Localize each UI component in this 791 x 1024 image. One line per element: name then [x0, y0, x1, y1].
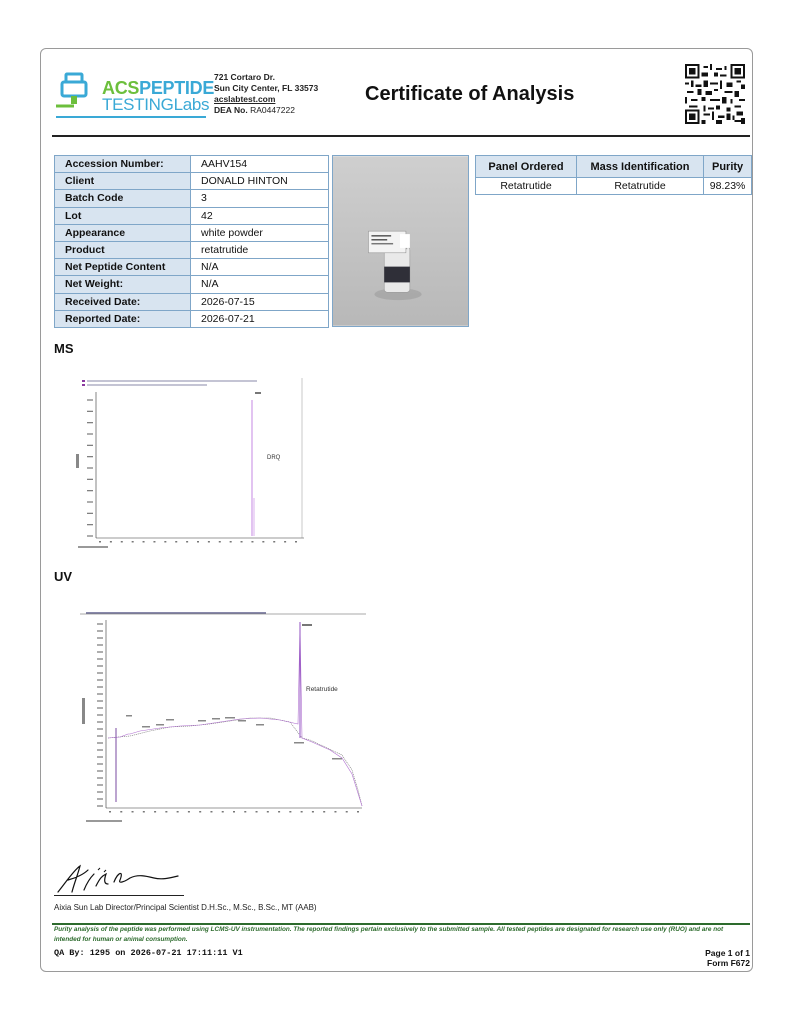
axis-tick-label [120, 811, 122, 813]
axis-tick-label [97, 665, 103, 666]
info-row [55, 207, 329, 224]
info-row [55, 241, 329, 258]
info-value: white powder [191, 224, 329, 241]
info-label: Client [55, 173, 191, 190]
logo-peptide-text: PEPTIDE [139, 78, 215, 98]
axis-tick-label [87, 411, 93, 412]
axis-tick-label [97, 707, 103, 708]
axis-tick-label [334, 811, 336, 813]
axis-tick-label [97, 637, 103, 638]
mass-identification-header: Mass Identification [577, 156, 704, 178]
axis-tick-label [121, 541, 123, 543]
info-label: Accession Number: [55, 156, 191, 173]
info-row [55, 173, 329, 190]
ms-legend [82, 380, 257, 386]
axis-tick-label [165, 811, 167, 813]
axis-tick-label [312, 811, 314, 813]
axis-tick-label [97, 749, 103, 750]
qr-code-icon [685, 64, 745, 124]
axis-tick-label [219, 541, 221, 543]
info-label: Appearance [55, 224, 191, 241]
info-label: Product [55, 241, 191, 258]
axis-tick-label [97, 679, 103, 680]
panel-ordered-value: Retatrutide [476, 178, 577, 195]
uv-section-title: UV [54, 569, 73, 584]
ms-section-title: MS [54, 341, 74, 356]
acs-logo [52, 70, 215, 120]
axis-tick-label [188, 811, 190, 813]
axis-tick-label [97, 714, 103, 715]
page-title: Certificate of Analysis [365, 83, 575, 105]
axis-tick-label [97, 798, 103, 799]
axis-tick-label [97, 805, 103, 806]
sample-info-table [54, 155, 329, 328]
axis-tick-label [87, 524, 93, 525]
info-label: Batch Code [55, 190, 191, 207]
axis-tick-label [97, 728, 103, 729]
axis-tick-label [109, 811, 111, 813]
axis-tick-label [97, 791, 103, 792]
axis-tick-label [357, 811, 359, 813]
axis-tick-label [97, 700, 103, 701]
axis-tick-label [97, 784, 103, 785]
page-number: Page 1 of 1 [705, 948, 750, 958]
axis-tick-label [222, 811, 224, 813]
info-row [55, 259, 329, 276]
axis-tick-label [87, 399, 93, 400]
uv-small-peak-labels [126, 715, 342, 760]
address-line2: Sun City Center, FL 33573 [214, 83, 319, 93]
ms-footer-text [78, 546, 108, 548]
signature-line [54, 895, 184, 896]
axis-tick-label [97, 651, 103, 652]
axis-tick-label [143, 811, 145, 813]
axis-tick-label [99, 541, 101, 543]
flask-icon [52, 70, 98, 116]
info-value: 2026-07-15 [191, 293, 329, 310]
logo-underline [56, 116, 206, 118]
uv-peak-rt-label [302, 624, 312, 626]
axis-tick-label [132, 541, 134, 543]
logo-labs-text: Labs [173, 95, 210, 114]
info-row [55, 224, 329, 241]
axis-tick-label [87, 490, 93, 491]
axis-tick-label [153, 541, 155, 543]
axis-tick-label [87, 535, 93, 536]
form-number: Form F672 [707, 958, 750, 968]
lab-address [214, 72, 318, 116]
purity-value: 98.23% [704, 178, 752, 195]
qa-stamp: QA By: 1295 on 2026-07-21 17:11:11 V1 [54, 948, 243, 958]
axis-tick-label [251, 541, 253, 543]
axis-tick-label [97, 693, 103, 694]
info-row [55, 190, 329, 207]
uv-chromatogram-chart [80, 610, 370, 826]
info-value: 3 [191, 190, 329, 207]
info-row [55, 310, 329, 327]
mass-identification-value: Retatrutide [577, 178, 704, 195]
axis-tick-label [143, 541, 145, 543]
axis-tick-label [199, 811, 201, 813]
uv-footer-text [86, 820, 122, 822]
disclaimer-text: Purity analysis of the peptide was performed using LCMS-UV instrumentation. The reported findings pertain exclusively to the submitted sample. All tested peptides are designated for research use only (RUO) and are not intended for human or animal consumption. [54, 926, 724, 943]
axis-tick-label [230, 541, 232, 543]
uv-y-axis-label [82, 698, 85, 724]
axis-tick-label [97, 686, 103, 687]
axis-tick-label [186, 541, 188, 543]
info-value: DONALD HINTON [191, 173, 329, 190]
axis-tick-label [97, 644, 103, 645]
ms-peak-label: DRQ [267, 455, 281, 461]
dea-label: DEA No. [214, 105, 248, 115]
info-label: Lot [55, 207, 191, 224]
info-label: Net Peptide Content [55, 259, 191, 276]
info-row [55, 293, 329, 310]
axis-tick-label [97, 763, 103, 764]
axis-tick-label [256, 811, 258, 813]
purity-header: Purity [704, 156, 752, 178]
axis-tick-label [87, 501, 93, 502]
axis-tick-label [346, 811, 348, 813]
sample-vial-photo [332, 155, 469, 327]
axis-tick-label [208, 541, 210, 543]
info-value: 2026-07-21 [191, 310, 329, 327]
logo-testing-text: TESTING [102, 95, 174, 114]
info-value: retatrutide [191, 241, 329, 258]
axis-tick-label [244, 811, 246, 813]
axis-tick-label [175, 541, 177, 543]
info-value: AAHV154 [191, 156, 329, 173]
axis-tick-label [273, 541, 275, 543]
signer-info: Aixia Sun Lab Director/Principal Scientist D.H.Sc., M.Sc., B.Sc., MT (AAB) [54, 903, 317, 912]
axis-tick-label [97, 630, 103, 631]
axis-tick-label [97, 658, 103, 659]
uv-signal-trace [108, 624, 362, 806]
axis-tick-label [295, 541, 297, 543]
axis-tick-label [97, 735, 103, 736]
axis-tick-label [323, 811, 325, 813]
ms-y-axis-label [76, 454, 79, 468]
axis-tick-label [267, 811, 269, 813]
uv-baseline-trace [108, 718, 362, 806]
axis-tick-label [241, 541, 243, 543]
axis-tick-label [197, 541, 199, 543]
axis-tick-label [97, 721, 103, 722]
axis-tick-label [87, 479, 93, 480]
axis-tick-label [154, 811, 156, 813]
axis-tick-label [87, 513, 93, 514]
page-indicator [705, 948, 750, 968]
uv-peak-label: Retatrutide [306, 686, 338, 693]
ms-peak-mz-label [255, 392, 261, 394]
axis-tick-label [87, 422, 93, 423]
info-label: Net Weight: [55, 276, 191, 293]
axis-tick-label [97, 672, 103, 673]
axis-tick-label [97, 623, 103, 624]
panel-ordered-header: Panel Ordered [476, 156, 577, 178]
axis-tick-label [210, 811, 212, 813]
ms-spectrum-chart [74, 378, 306, 550]
info-value: N/A [191, 276, 329, 293]
axis-tick-label [289, 811, 291, 813]
info-row [55, 156, 329, 173]
signature-image [54, 860, 184, 896]
axis-tick-label [87, 467, 93, 468]
axis-tick-label [132, 811, 134, 813]
axis-tick-label [97, 756, 103, 757]
axis-tick-label [278, 811, 280, 813]
axis-tick-label [164, 541, 166, 543]
uv-chart-header [86, 612, 266, 614]
info-label: Reported Date: [55, 310, 191, 327]
axis-tick-label [284, 541, 286, 543]
axis-tick-label [87, 445, 93, 446]
axis-tick-label [87, 433, 93, 434]
axis-tick-label [233, 811, 235, 813]
table-row [476, 178, 752, 195]
dea-number: RA0447222 [250, 105, 295, 115]
axis-tick-label [97, 742, 103, 743]
info-label: Received Date: [55, 293, 191, 310]
info-value: 42 [191, 207, 329, 224]
address-line1: 721 Cortaro Dr. [214, 72, 275, 82]
axis-tick-label [97, 777, 103, 778]
axis-tick-label [177, 811, 179, 813]
axis-tick-label [110, 541, 112, 543]
info-value: N/A [191, 259, 329, 276]
axis-tick-label [262, 541, 264, 543]
header-divider [52, 135, 750, 137]
axis-tick-label [301, 811, 303, 813]
website-link[interactable]: acslabtest.com [214, 94, 276, 104]
axis-tick-label [87, 456, 93, 457]
panel-results-table [475, 155, 752, 195]
logo-acs-text: ACS [102, 78, 140, 98]
axis-tick-label [97, 770, 103, 771]
info-row [55, 276, 329, 293]
